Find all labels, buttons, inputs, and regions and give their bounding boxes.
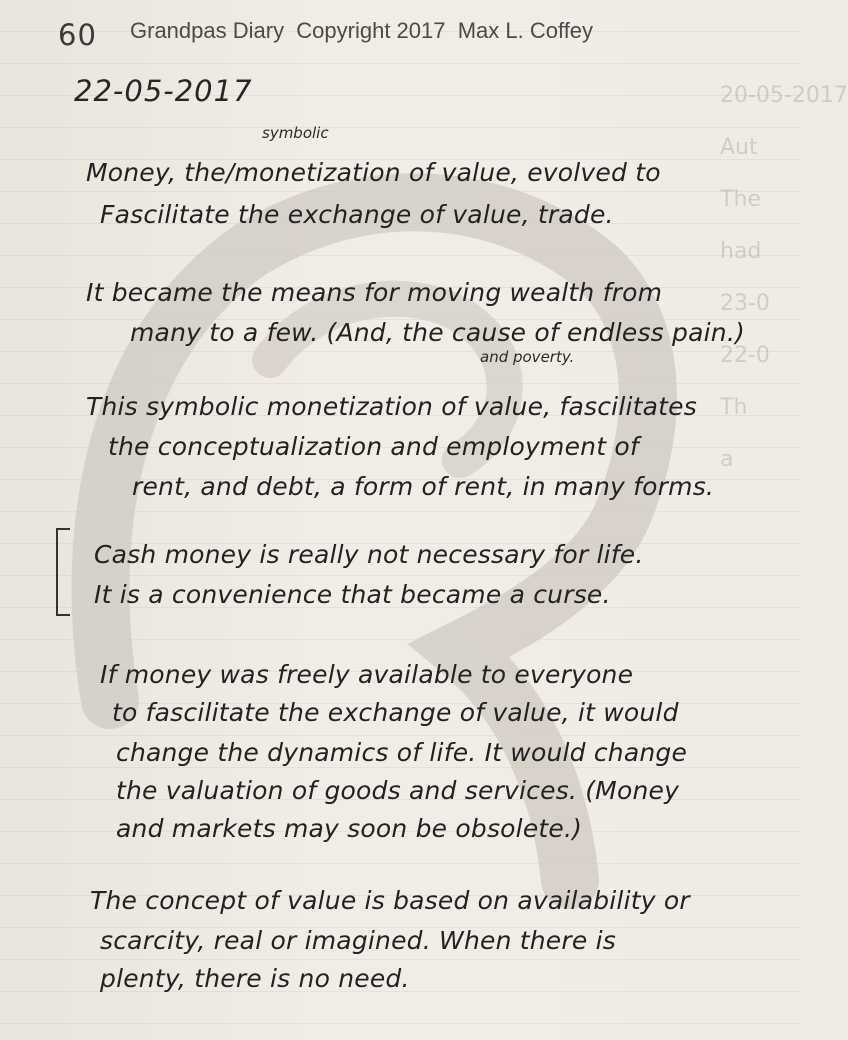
handwritten-line: many to a few. (And, the cause of endless pain.)	[130, 318, 745, 347]
bleed-line: 23-0	[720, 291, 770, 316]
entry-date: 22-05-2017	[74, 74, 253, 108]
handwritten-line: the valuation of goods and services. (Money	[116, 776, 680, 805]
insertion-note: and poverty.	[480, 348, 575, 366]
handwritten-line: If money was freely available to everyone	[100, 660, 634, 689]
page-number: 60	[58, 18, 97, 52]
page-header-title: Grandpas Diary Copyright 2017 Max L. Coffey	[130, 18, 594, 43]
bleed-line: 20-05-2017	[720, 83, 848, 108]
bleed-through-text	[720, 70, 848, 770]
handwritten-line: scarcity, real or imagined. When there is	[100, 926, 616, 955]
handwritten-line: plenty, there is no need.	[100, 964, 410, 993]
handwritten-line: to fascilitate the exchange of value, it would	[112, 698, 679, 727]
insertion-note: symbolic	[262, 124, 329, 142]
handwritten-line: change the dynamics of life. It would change	[116, 738, 688, 767]
handwritten-line: Fascilitate the exchange of value, trade.	[100, 200, 614, 229]
handwritten-line: It is a convenience that became a curse.	[94, 580, 611, 609]
handwritten-line: It became the means for moving wealth from	[86, 278, 663, 307]
bleed-line: 22-0	[720, 343, 770, 368]
bleed-line: Th	[720, 395, 748, 420]
handwritten-line: Money, the/monetization of value, evolved to	[86, 158, 661, 187]
handwritten-line: The concept of value is based on availability or	[90, 886, 690, 915]
handwritten-line: Cash money is really not necessary for life.	[94, 540, 644, 569]
handwritten-line: and markets may soon be obsolete.)	[116, 814, 583, 843]
handwritten-line: the conceptualization and employment of	[108, 432, 639, 461]
bracket-mark	[56, 528, 70, 616]
bleed-line: Aut	[720, 135, 758, 160]
handwritten-line: This symbolic monetization of value, fascilitates	[86, 392, 697, 421]
bleed-line: had	[720, 239, 762, 264]
bleed-line: The	[720, 187, 761, 212]
bleed-line: a	[720, 447, 734, 472]
handwritten-line: rent, and debt, a form of rent, in many forms.	[132, 472, 715, 501]
